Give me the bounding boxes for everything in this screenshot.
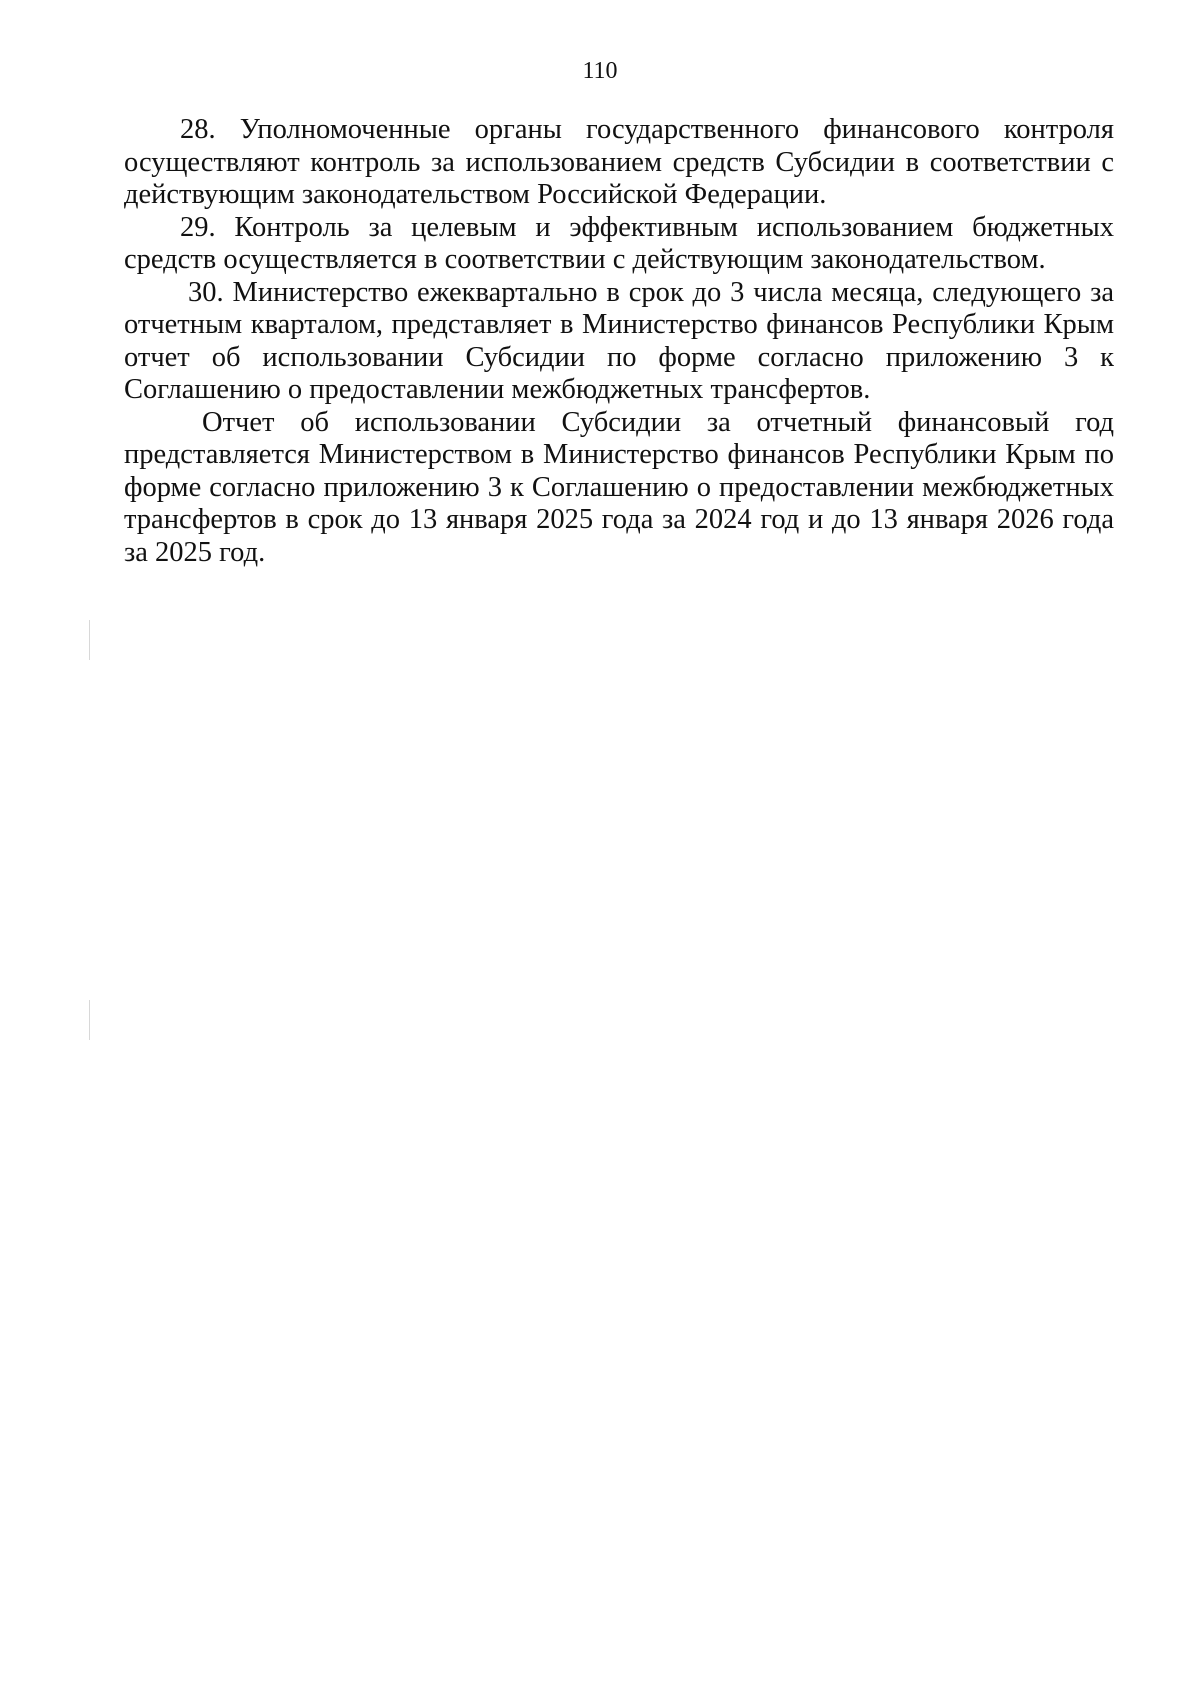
paragraph-29: 29. Контроль за целевым и эффективным использованием бюджетных средств осуществляется в соответствии с действующим законодательством. <box>124 211 1114 275</box>
paragraph-report-deadline: Отчет об использовании Субсидии за отчетный финансовый год представляется Министерством в Министерство финансов Республики Крым по форме согласно приложению 3 к Соглашению о предоставлении межбюджетных трансфертов в срок до 13 января 2025 года за 2024 год и до 13 января 2026 года за 2025 год. <box>124 406 1114 568</box>
scan-artifact-line <box>89 1000 90 1040</box>
page-number: 110 <box>582 58 618 84</box>
scan-artifact-line <box>89 620 90 660</box>
paragraph-30: 30. Министерство ежеквартально в срок до 3 числа месяца, следующего за отчетным кварталом, представляет в Министерство финансов Республики Крым отчет об использовании Субсидии по форме согласно приложению 3 к Соглашению о предоставлении межбюджетных трансфертов. <box>124 276 1114 405</box>
paragraph-28: 28. Уполномоченные органы государственного финансового контроля осуществляют контроль за использованием средств Субсидии в соответствии с действующим законодательством Российской Федерации. <box>124 114 1114 210</box>
document-body <box>124 114 1114 569</box>
